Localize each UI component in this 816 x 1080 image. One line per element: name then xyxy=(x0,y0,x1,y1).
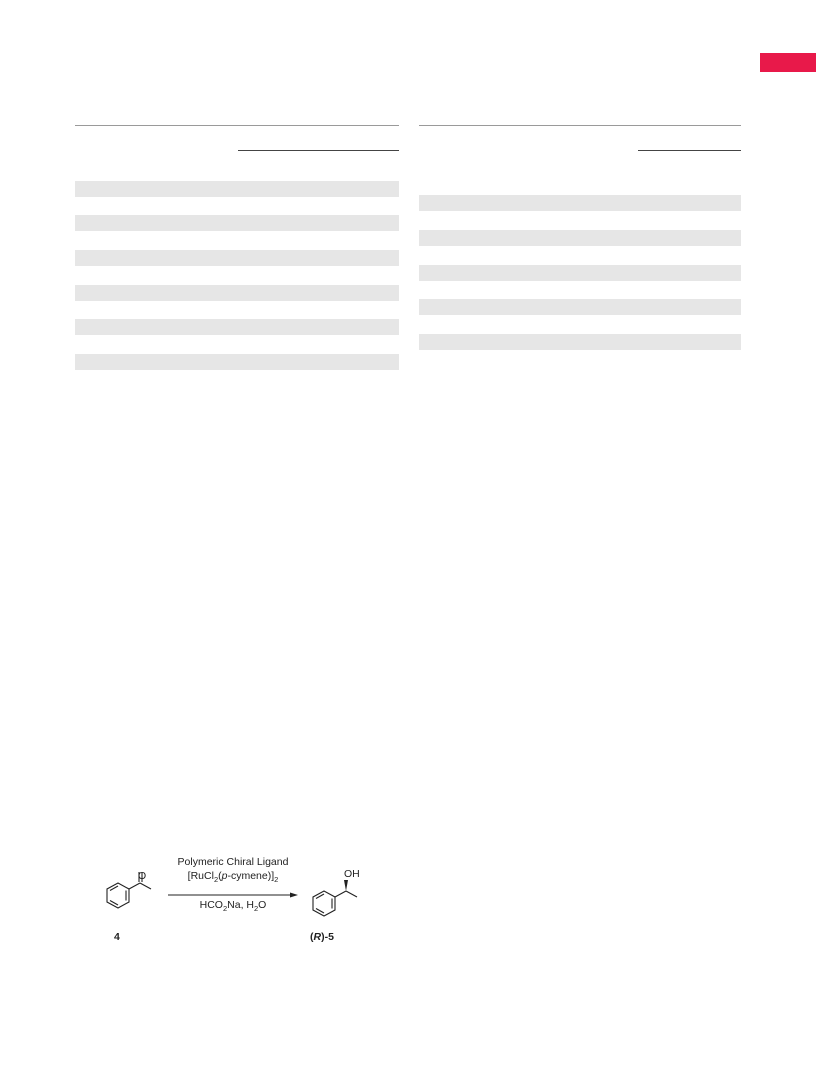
reactant-compound-label: 4 xyxy=(114,931,120,943)
right-table xyxy=(419,125,741,355)
right-table-top-rule xyxy=(419,125,741,126)
table-row xyxy=(419,230,741,246)
left-table xyxy=(75,125,399,375)
table-row xyxy=(75,250,399,266)
section-tab-marker xyxy=(760,53,816,72)
reaction-conditions-label: $HCO_2Na$, $H_2O$ xyxy=(199,899,267,914)
reaction-arrow xyxy=(168,893,298,898)
table-row xyxy=(75,354,399,370)
ruthenium-precursor-label: $[RuCl_2(p-cymene)]_2$ xyxy=(187,870,279,885)
phenylethanol-structure xyxy=(313,891,357,916)
right-table-column-group-rule xyxy=(638,150,741,151)
table-row xyxy=(75,319,399,335)
table-row xyxy=(75,215,399,231)
table-row xyxy=(419,195,741,211)
table-row xyxy=(75,181,399,197)
left-table-column-group-rule xyxy=(238,150,399,151)
carbonyl-oxygen-label: O xyxy=(138,870,147,882)
table-row xyxy=(419,299,741,315)
reaction-scheme xyxy=(96,848,396,958)
product-compound-label: (R)-5 xyxy=(310,931,334,943)
hydroxyl-label: OH xyxy=(344,868,360,880)
table-row xyxy=(419,334,741,350)
left-table-top-rule xyxy=(75,125,399,126)
catalyst-ligand-label: Polymeric Chiral Ligand xyxy=(177,856,289,868)
table-row xyxy=(419,265,741,281)
stereo-wedge xyxy=(344,880,348,891)
table-row xyxy=(75,285,399,301)
